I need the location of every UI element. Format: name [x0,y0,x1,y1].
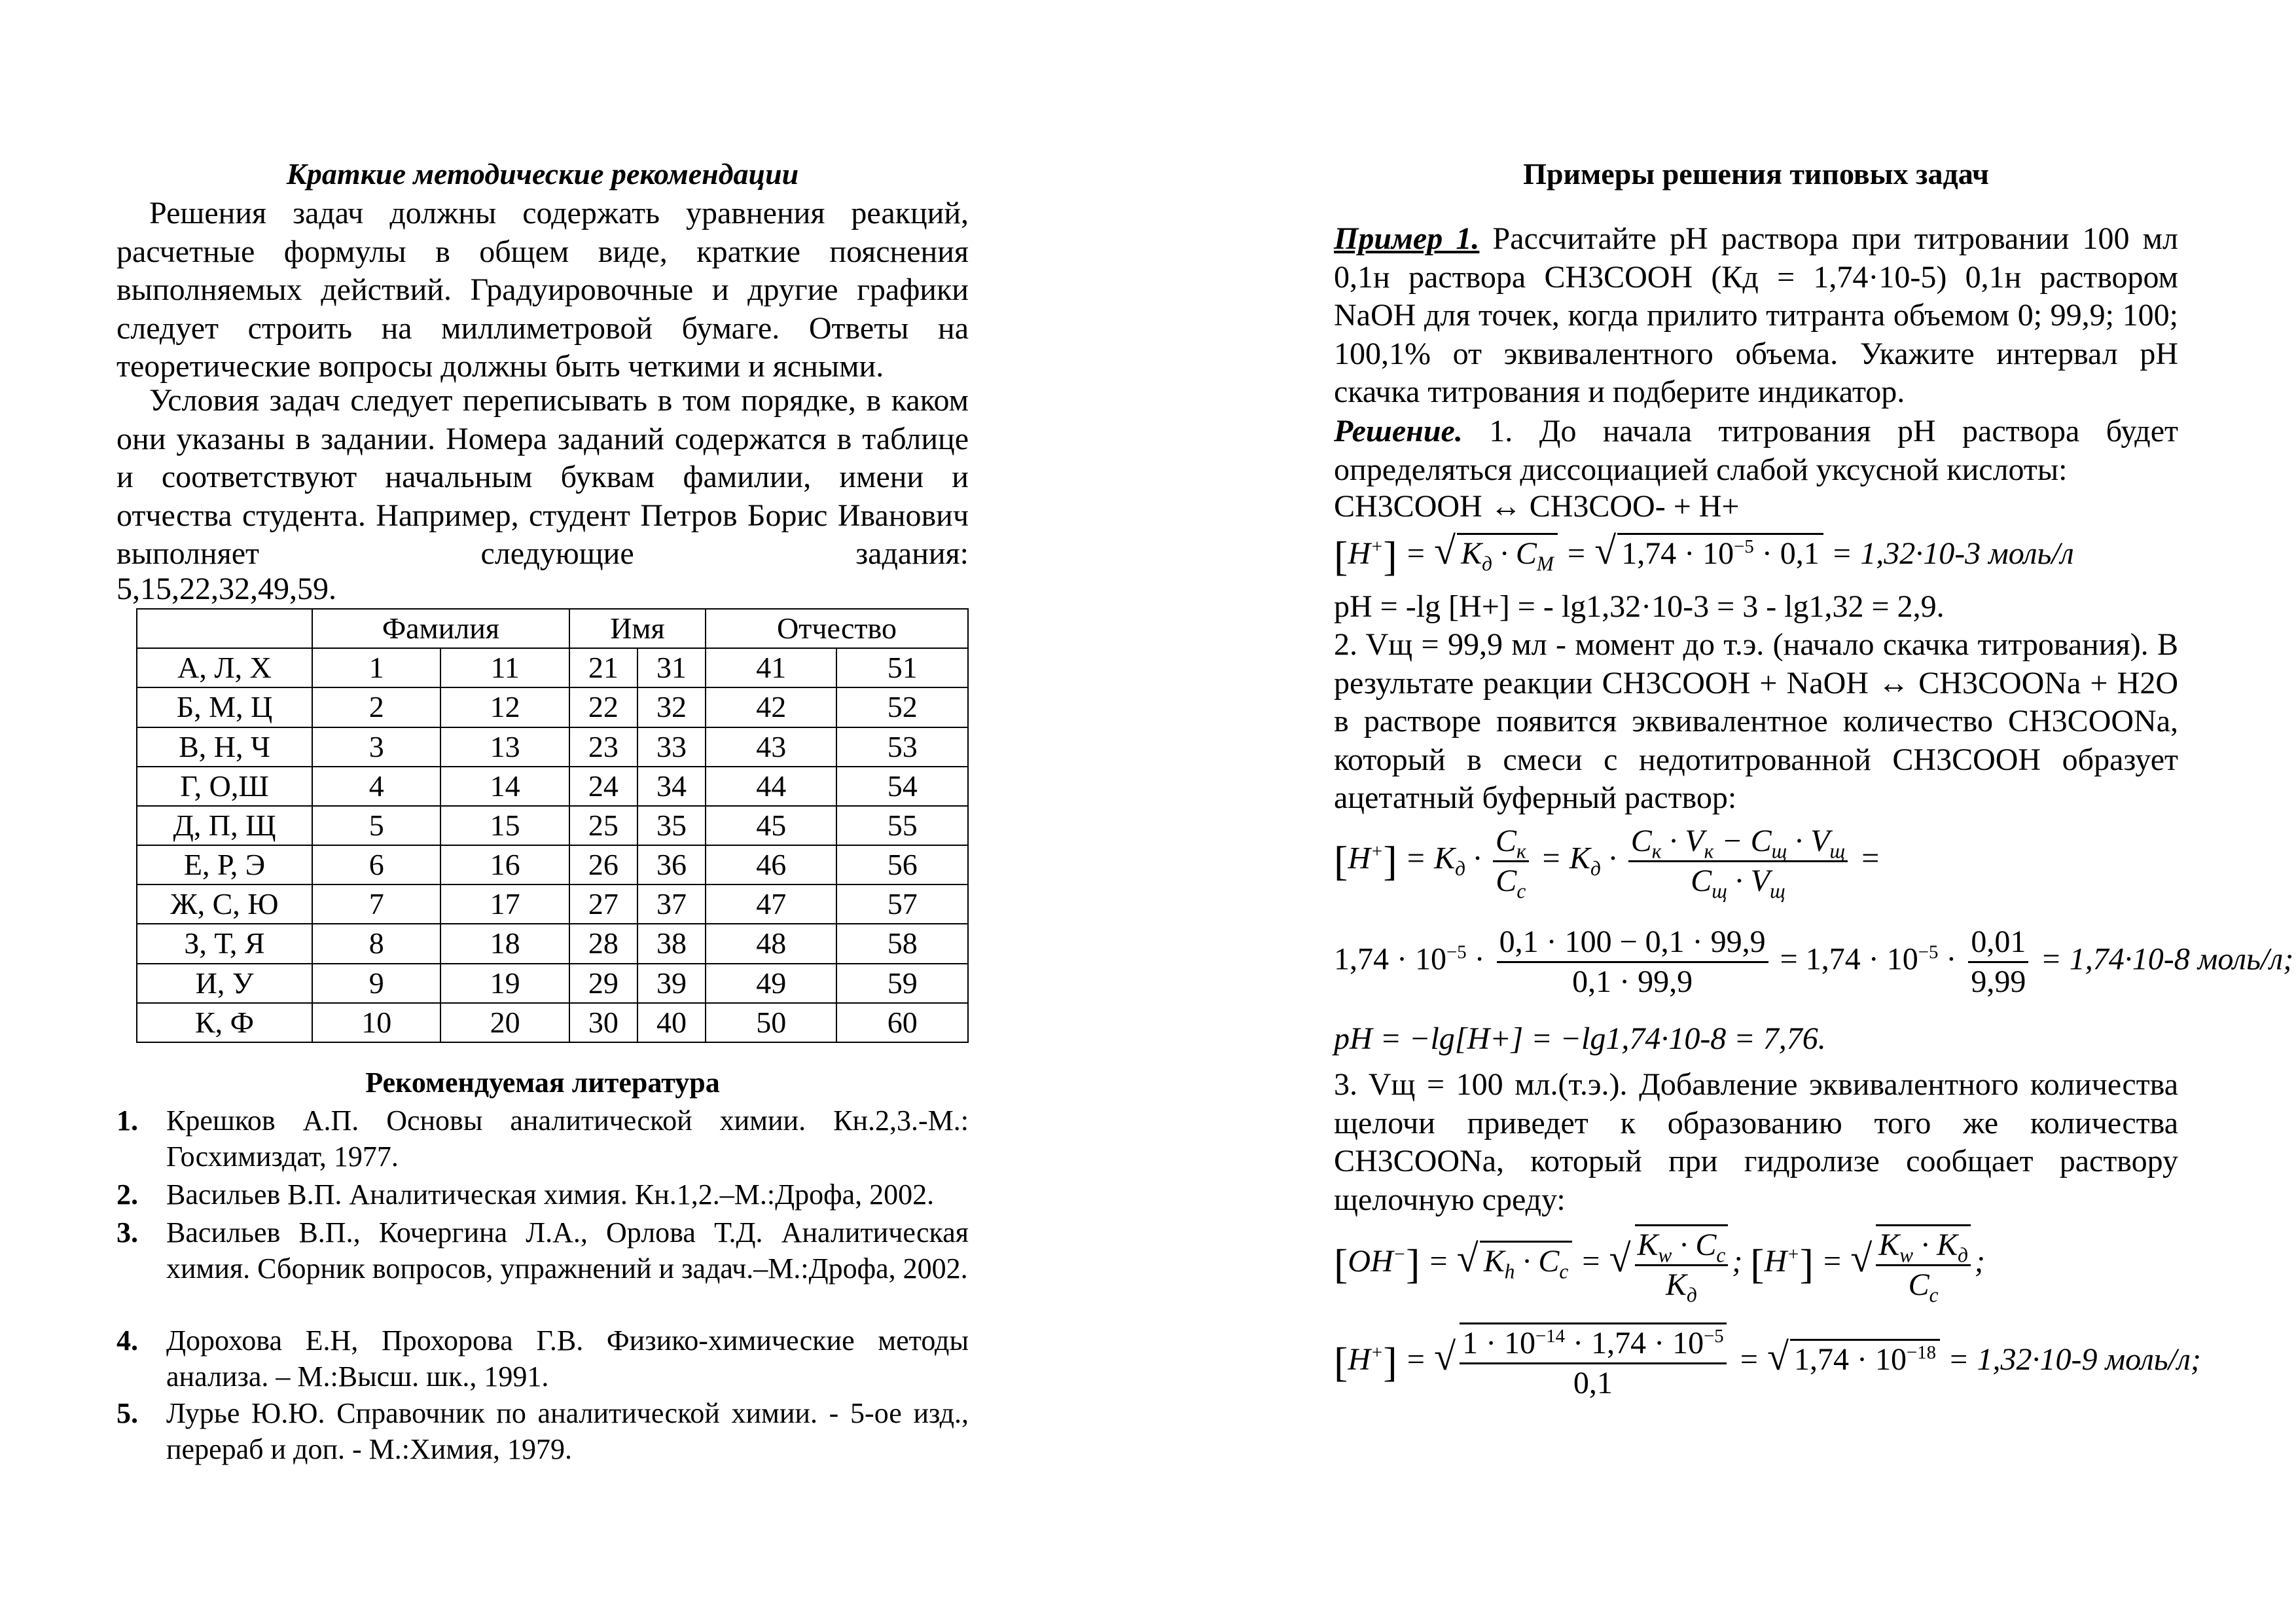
table-cell: 36 [637,845,706,884]
table-cell: 37 [637,884,706,924]
solution-step-3: 3. Vщ = 100 мл.(т.э.). Добавление эквивалентного количества щелочи приведет к образованию того же количества CH3COONa, который при гидролизе сообщает раствору щелочную среду: [1334,1067,2178,1217]
table-header-blank [137,609,312,648]
table-header-row [137,609,968,648]
table-cell: Г, О,Ш [137,767,312,806]
table-cell: 28 [569,924,637,963]
equation-2-result: = 1,74·10-8 моль/л; [2040,941,2294,977]
table-row [137,1003,968,1042]
example-assignment-numbers: 5,15,22,32,49,59. [117,572,336,606]
table-cell: 53 [836,727,968,767]
equation-h-concentration-1: [H+] = √ $K_д \cdot C_M$ = √ $1,74 \cdot 10^{-5} \cdot 0,1 = 1,32\cdot 10-3$ моль/л [1334,529,2074,579]
table-cell: 57 [836,884,968,924]
methodical-paragraph-2: Условия задач следует переписывать в том порядке, в каком они указаны в задании. Номера заданий содержатся в таблице и соответствуют начальным буквам фамилии, имени и отчества студента. Например, студент Петров Борис Иванович выполняет следующие задания: [117,383,969,571]
table-row [137,727,968,767]
literature-text: Васильев В.П., Кочергина Л.А., Орлова Т.Д. Аналитическая химия. Сборник вопросов, упражнений и задач.–М.:Дрофа, 2002. [166,1216,969,1285]
table-cell: 8 [312,924,440,963]
examples-title: Примеры решения типовых задач [1523,157,1989,191]
table-cell: 32 [637,687,706,727]
table-cell: В, Н, Ч [137,727,312,767]
methodical-title: Краткие методические рекомендации [286,157,799,191]
table-cell: 5 [312,806,440,845]
table-cell: 17 [440,884,569,924]
equation-1-value: = 1,32·10-3 моль/л [1831,536,2074,571]
literature-number: 1. [117,1104,138,1137]
table-cell: Е, Р, Э [137,845,312,884]
table-cell: 23 [569,727,637,767]
table-row [137,648,968,687]
table-header-patronymic: Отчество [706,609,968,648]
table-cell: Б, М, Ц [137,687,312,727]
table-cell: 51 [836,648,968,687]
example-label: Пример 1. [1334,221,1480,256]
literature-item [117,1395,969,1467]
hydrolysis-equation: [OH−] = √ $K_h \cdot C_с$ = √ $\frac{K_w \cdot C_с}{K_д}$ ; [H+] = √ $\frac{K_w \cdot K_д}{C_с}$ ; [1334,1224,1985,1304]
table-cell: 55 [836,806,968,845]
literature-title: Рекомендуемая литература [365,1067,720,1099]
table-cell: 50 [706,1003,836,1042]
table-cell: 9 [312,964,440,1003]
table-row [137,964,968,1003]
table-cell: 20 [440,1003,569,1042]
methodical-paragraph-1: Решения задач должны содержать уравнения реакций, расчетные формулы в общем виде, краткие пояснения выполняемых действий. Градуировочные и другие графики следует строить на миллиметровой бумаге. Ответы на теоретические вопросы должны быть четкими и ясными. [117,196,969,384]
table-cell: 52 [836,687,968,727]
table-cell: 45 [706,806,836,845]
step-1-text: 1. До начала титрования рН раствора будет определяться диссоциацией слабой уксусной кислоты: [1334,414,2178,487]
literature-item [117,1176,969,1213]
table-cell: А, Л, Х [137,648,312,687]
table-cell: 43 [706,727,836,767]
table-cell: 24 [569,767,637,806]
table-cell: Ж, С, Ю [137,884,312,924]
table-cell: 33 [637,727,706,767]
table-row [137,884,968,924]
table-cell: 59 [836,964,968,1003]
literature-text: Васильев В.П. Аналитическая химия. Кн.1,2.–М.:Дрофа, 2002. [166,1178,935,1211]
literature-text: Лурье Ю.Ю. Справочник по аналитической химии. - 5-ое изд., перераб и доп. - М.:Химия, 1979. [166,1397,969,1465]
solution-step-1 [1334,412,2178,489]
table-cell: 1 [312,648,440,687]
table-header-name: Имя [569,609,706,648]
buffer-calculation: $1,74 \cdot 10^{-5}$ · $\frac{0,1 \cdot 100 - 0,1 \cdot 99,9}{0,1 \cdot 99,9}$ = $1,74 \cdot 10^{-5}$ · $\frac{0,01}{9,99}$ = 1,74·10-8 моль/л; [1334,924,2294,999]
table-cell: 2 [312,687,440,727]
table-cell: 18 [440,924,569,963]
table-cell: 42 [706,687,836,727]
table-cell: 38 [637,924,706,963]
example-1-paragraph [1334,220,2178,412]
table-cell: 40 [637,1003,706,1042]
table-row [137,687,968,727]
literature-text: Крешков А.П. Основы аналитической химии. Кн.2,3.-М.: Госхимиздат, 1977. [166,1104,969,1173]
table-cell: 21 [569,648,637,687]
literature-number: 3. [117,1216,138,1249]
table-cell: 19 [440,964,569,1003]
ph-calculation-1: pH = -lg [H+] = - lg1,32·10-3 = 3 - lg1,32 = 2,9. [1334,589,1945,624]
table-cell: 4 [312,767,440,806]
solution-label: Решение. [1334,414,1463,448]
table-cell: 56 [836,845,968,884]
table-cell: 54 [836,767,968,806]
table-cell: 41 [706,648,836,687]
table-cell: 6 [312,845,440,884]
table-cell: 48 [706,924,836,963]
table-cell: 30 [569,1003,637,1042]
table-cell: 47 [706,884,836,924]
table-cell: 29 [569,964,637,1003]
dissociation-equation: CH3COOH ↔ CH3COO- + H+ [1334,489,1740,524]
literature-item [117,1103,969,1175]
table-cell: 14 [440,767,569,806]
table-row [137,845,968,884]
table-cell: 27 [569,884,637,924]
table-cell: Д, П, Щ [137,806,312,845]
table-cell: 15 [440,806,569,845]
literature-number: 5. [117,1397,138,1429]
table-cell: 31 [637,648,706,687]
table-row [137,924,968,963]
literature-number: 4. [117,1324,138,1357]
table-cell: 34 [637,767,706,806]
literature-number: 2. [117,1178,138,1211]
table-cell: 44 [706,767,836,806]
table-cell: 11 [440,648,569,687]
table-cell: 39 [637,964,706,1003]
table-cell: З, Т, Я [137,924,312,963]
table-cell: 10 [312,1003,440,1042]
table-cell: 16 [440,845,569,884]
table-cell: 26 [569,845,637,884]
ph-calculation-2: pH = −lg[H+] = −lg1,74·10-8 = 7,76. [1334,1021,1826,1056]
equation-3-result: = 1,32·10-9 моль/л; [1948,1342,2201,1377]
table-cell: 35 [637,806,706,845]
table-cell: К, Ф [137,1003,312,1042]
table-header-surname: Фамилия [312,609,569,648]
solution-step-2: 2. Vщ = 99,9 мл - момент до т.э. (начало скачка титрования). В результате реакции CH3COOH + NaOH ↔ CH3COONa + H2O в растворе появится эквивалентное количество CH3COONa, который в смеси с недотитрованной CH3COOH образует ацетатный буферный раствор: [1334,627,2178,815]
table-cell: 13 [440,727,569,767]
assignment-table [136,608,969,1043]
buffer-equation: $[H^+] = K_д$ · $\frac{C_к}{C_с}$ = $K_д$ · $\frac{C_к \cdot V_к - C_щ \cdot V_щ}{C_щ \cdot V_щ}$ = [1334,824,1881,903]
table-row [137,806,968,845]
table-cell: 7 [312,884,440,924]
table-cell: 25 [569,806,637,845]
table-cell: 49 [706,964,836,1003]
table-cell: 12 [440,687,569,727]
table-cell: 3 [312,727,440,767]
table-row [137,767,968,806]
table-cell: И, У [137,964,312,1003]
h-concentration-3: [H+] = √ $\frac{1 \cdot 10^{-14} \cdot 1,74 \cdot 10^{-5}}{0,1}$ = √ $1,74 \cdot 10^{-18} = 1,32\cdot 10-9$ моль/л; [1334,1322,2201,1402]
literature-text: Дорохова Е.Н, Прохорова Г.В. Физико-химические методы анализа. – М.:Высш. шк., 1991. [166,1324,969,1393]
literature-item [117,1214,969,1286]
literature-item [117,1322,969,1395]
table-cell: 22 [569,687,637,727]
table-cell: 46 [706,845,836,884]
table-cell: 58 [836,924,968,963]
example-text: Рассчитайте рН раствора при титровании 100 мл 0,1н раствора CH3COOH (Кд = 1,74·10-5) 0,1н раствором NaOH для точек, когда прилито титранта объемом 0; 99,9; 100; 100,1% от эквивалентного объема. Укажите интервал рН скачка титрования и подберите индикатор. [1334,221,2178,409]
table-cell: 60 [836,1003,968,1042]
